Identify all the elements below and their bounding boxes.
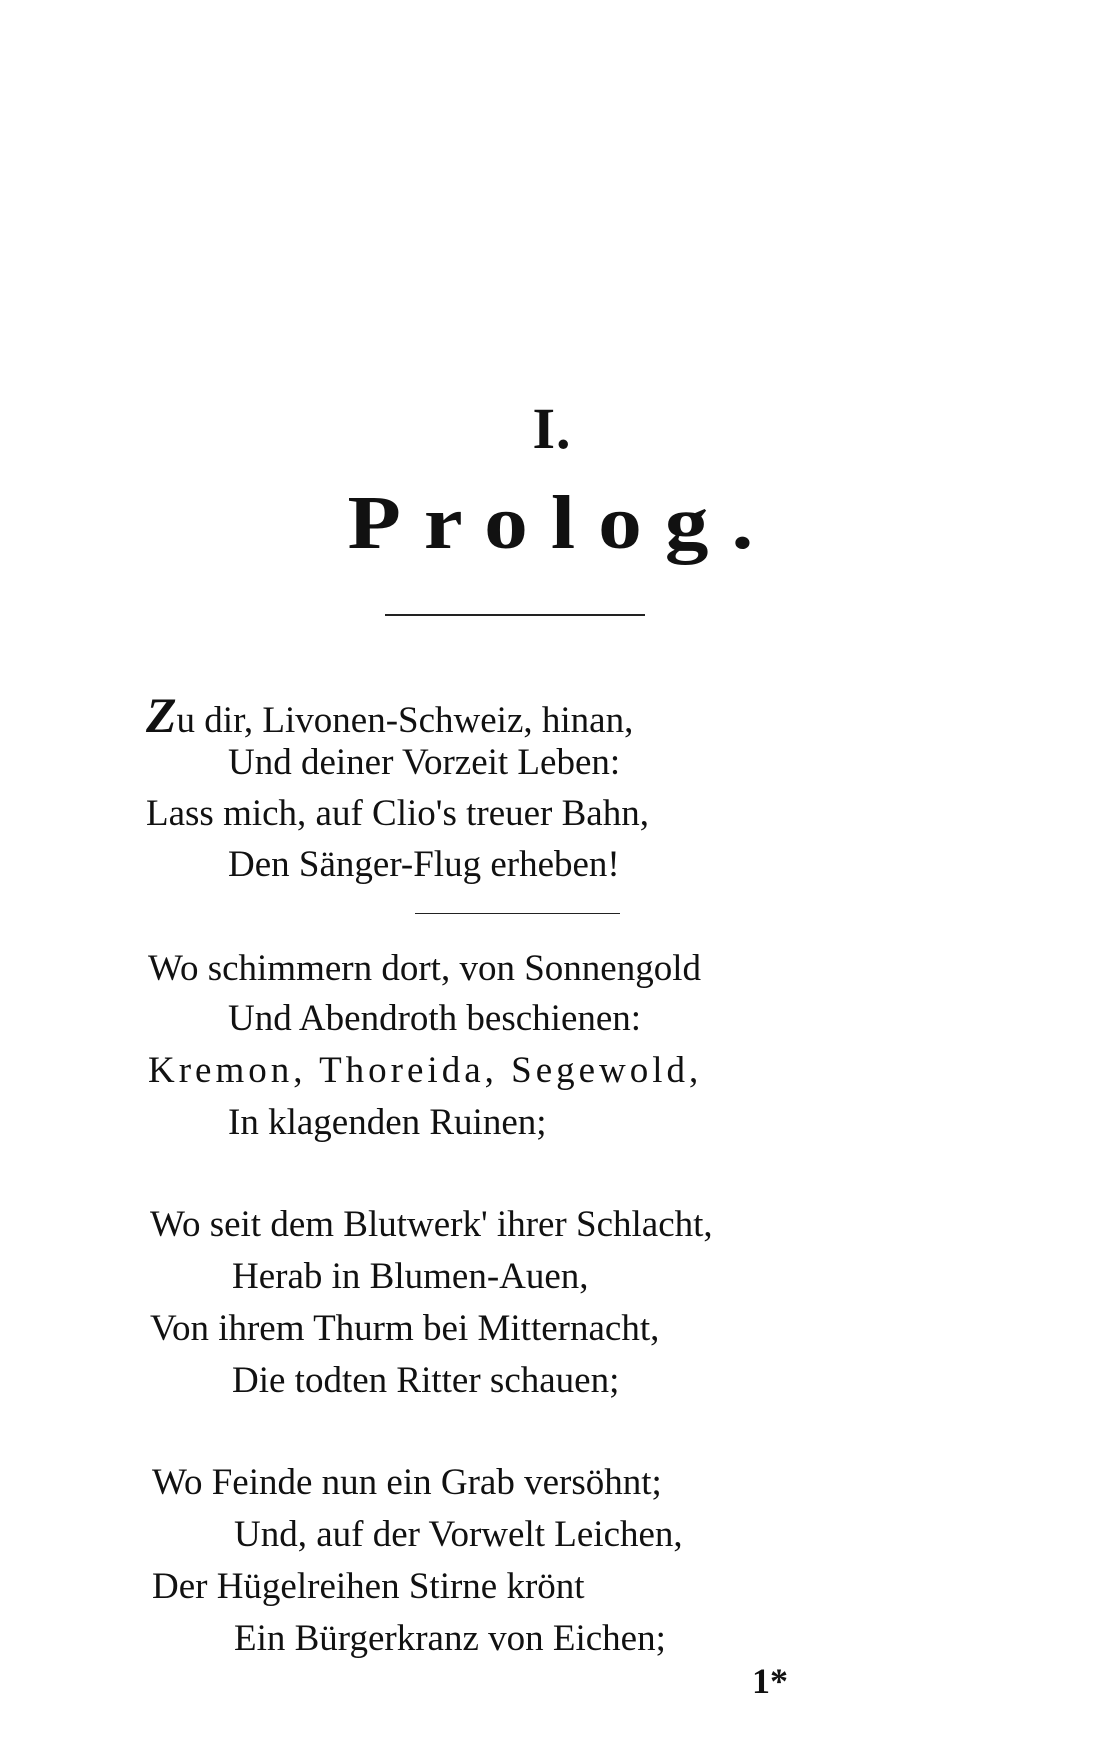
chapter-number: I. [532,396,572,461]
poem-line: Zu dir, Livonen-Schweiz, hinan, [146,687,634,743]
poem-line: Ein Bürgerkranz von Eichen; [234,1618,666,1659]
poem-line: Von ihrem Thurm bei Mitternacht, [150,1308,660,1349]
poem-line: Und Abendroth beschienen: [228,998,642,1039]
poem-line: Herab in Blumen-Auen, [232,1256,589,1297]
poem-line: In klagenden Ruinen; [228,1102,547,1143]
poem-line: Der Hügelreihen Stirne krönt [152,1566,585,1607]
chapter-title: Prolog. [347,481,777,565]
poem-line: Und, auf der Vorwelt Leichen, [234,1514,683,1555]
poem-line: Und deiner Vorzeit Leben: [228,742,621,783]
poem-line: Den Sänger-Flug erheben! [228,844,620,885]
stanza-divider [415,913,620,914]
poem-line: Lass mich, auf Clio's treuer Bahn, [146,793,649,834]
poem-line: Wo Feinde nun ein Grab versöhnt; [152,1462,662,1503]
title-divider [385,614,645,616]
poem-line: Kremon, Thoreida, Segewold, [148,1050,703,1091]
poem-line: Die todten Ritter schauen; [232,1360,620,1401]
poem-line: Wo schimmern dort, von Sonnengold [148,948,701,989]
poem-line: Wo seit dem Blutwerk' ihrer Schlacht, [150,1204,713,1245]
page-number: 1* [752,1661,788,1701]
drop-cap: Z [146,687,177,743]
